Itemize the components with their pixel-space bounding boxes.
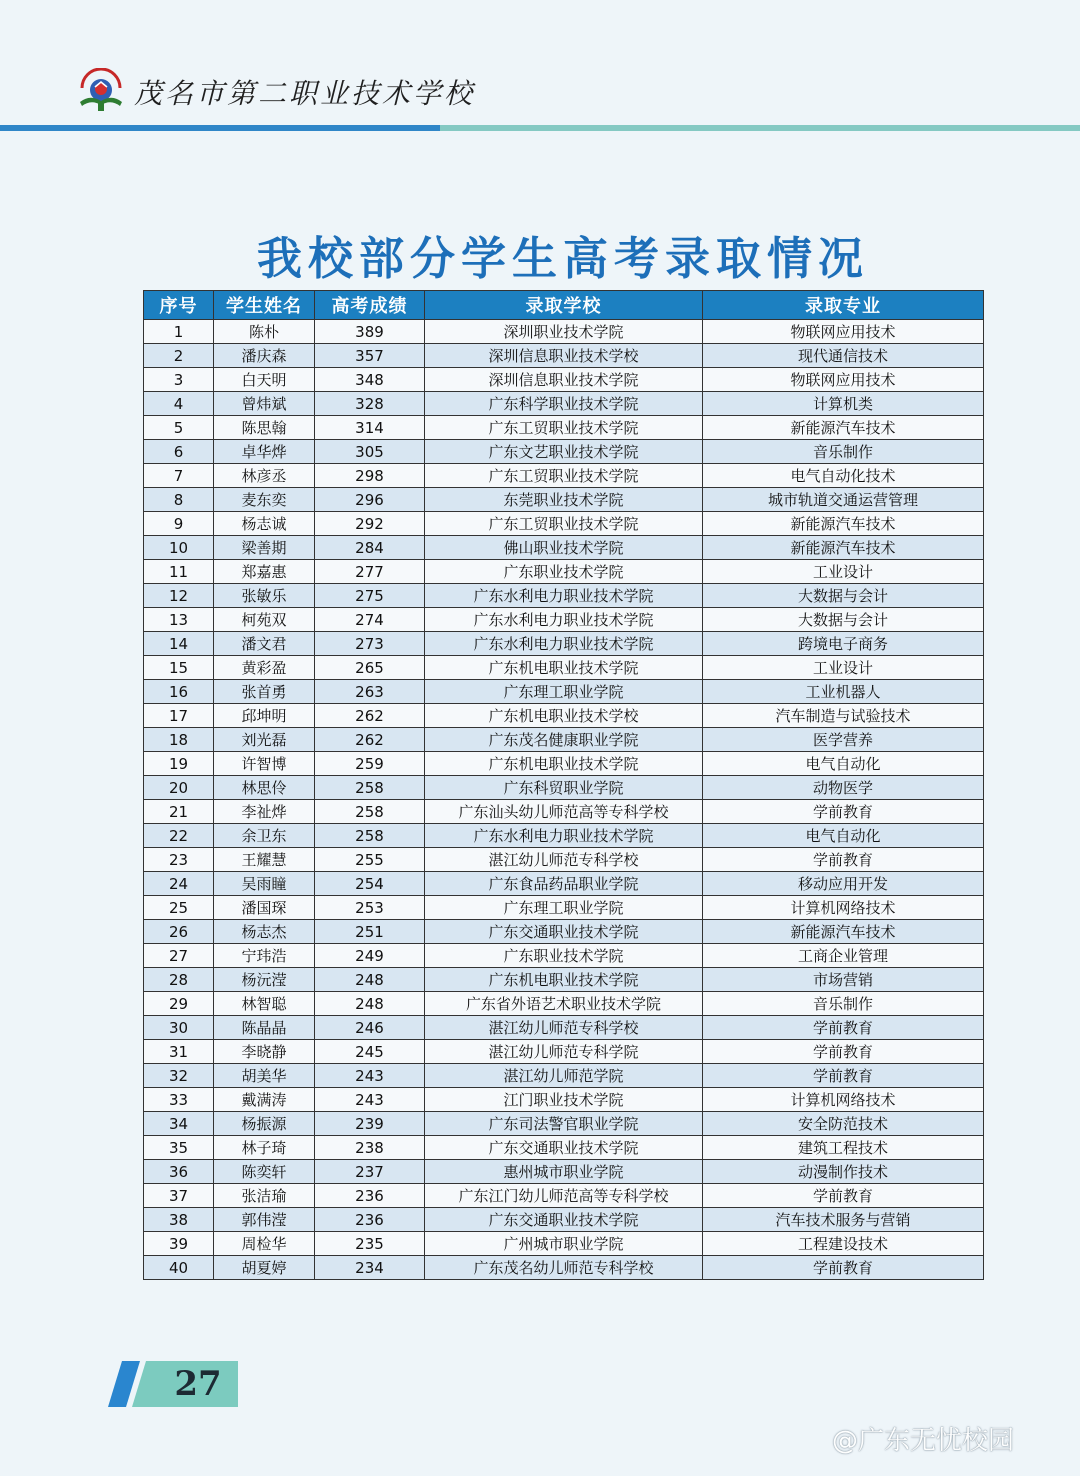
cell-serial: 19 <box>144 752 214 776</box>
cell-school: 广东工贸职业技术学院 <box>425 464 703 488</box>
table-row <box>144 752 984 776</box>
cell-score: 245 <box>315 1040 425 1064</box>
cell-name: 张敏乐 <box>214 584 315 608</box>
cell-serial: 37 <box>144 1184 214 1208</box>
cell-name: 张首勇 <box>214 680 315 704</box>
cell-major: 汽车技术服务与营销 <box>703 1208 984 1232</box>
column-header-score: 高考成绩 <box>315 291 425 320</box>
cell-major: 电气自动化技术 <box>703 464 984 488</box>
cell-score: 277 <box>315 560 425 584</box>
cell-name: 戴满涛 <box>214 1088 315 1112</box>
cell-score: 255 <box>315 848 425 872</box>
cell-serial: 2 <box>144 344 214 368</box>
table-row <box>144 1136 984 1160</box>
cell-school: 江门职业技术学院 <box>425 1088 703 1112</box>
table-row <box>144 992 984 1016</box>
cell-serial: 27 <box>144 944 214 968</box>
cell-name: 李祉烨 <box>214 800 315 824</box>
cell-name: 李晓静 <box>214 1040 315 1064</box>
column-header-name: 学生姓名 <box>214 291 315 320</box>
cell-major: 学前教育 <box>703 800 984 824</box>
table-row <box>144 320 984 344</box>
cell-major: 计算机类 <box>703 392 984 416</box>
cell-serial: 33 <box>144 1088 214 1112</box>
table-row <box>144 1064 984 1088</box>
cell-serial: 39 <box>144 1232 214 1256</box>
cell-score: 296 <box>315 488 425 512</box>
cell-serial: 26 <box>144 920 214 944</box>
cell-serial: 4 <box>144 392 214 416</box>
cell-major: 电气自动化 <box>703 824 984 848</box>
cell-serial: 34 <box>144 1112 214 1136</box>
cell-major: 城市轨道交通运营管理 <box>703 488 984 512</box>
cell-major: 计算机网络技术 <box>703 896 984 920</box>
cell-major: 大数据与会计 <box>703 584 984 608</box>
cell-name: 宁玮浩 <box>214 944 315 968</box>
cell-name: 林子琦 <box>214 1136 315 1160</box>
cell-school: 广东文艺职业技术学院 <box>425 440 703 464</box>
table-row <box>144 800 984 824</box>
cell-major: 学前教育 <box>703 1184 984 1208</box>
cell-score: 248 <box>315 992 425 1016</box>
table-row <box>144 1112 984 1136</box>
cell-major: 学前教育 <box>703 848 984 872</box>
watermark-text: @广东无忧校园 <box>832 1426 1015 1456</box>
cell-major: 跨境电子商务 <box>703 632 984 656</box>
cell-major: 音乐制作 <box>703 992 984 1016</box>
cell-serial: 18 <box>144 728 214 752</box>
cell-name: 梁善期 <box>214 536 315 560</box>
column-header-major: 录取专业 <box>703 291 984 320</box>
cell-score: 236 <box>315 1208 425 1232</box>
cell-name: 郭伟滢 <box>214 1208 315 1232</box>
cell-school: 广东水利电力职业技术学院 <box>425 608 703 632</box>
cell-name: 陈朴 <box>214 320 315 344</box>
cell-school: 惠州城市职业学院 <box>425 1160 703 1184</box>
table-row <box>144 1256 984 1280</box>
cell-major: 音乐制作 <box>703 440 984 464</box>
cell-score: 258 <box>315 824 425 848</box>
table-row <box>144 392 984 416</box>
table-row <box>144 1160 984 1184</box>
cell-serial: 20 <box>144 776 214 800</box>
cell-name: 黄彩盈 <box>214 656 315 680</box>
cell-serial: 9 <box>144 512 214 536</box>
cell-school: 广东司法警官职业学院 <box>425 1112 703 1136</box>
cell-score: 235 <box>315 1232 425 1256</box>
cell-major: 新能源汽车技术 <box>703 920 984 944</box>
cell-score: 262 <box>315 704 425 728</box>
cell-major: 工业机器人 <box>703 680 984 704</box>
cell-school: 湛江幼儿师范学院 <box>425 1064 703 1088</box>
cell-score: 236 <box>315 1184 425 1208</box>
cell-serial: 24 <box>144 872 214 896</box>
cell-name: 邱坤明 <box>214 704 315 728</box>
cell-score: 305 <box>315 440 425 464</box>
table-row <box>144 728 984 752</box>
cell-score: 237 <box>315 1160 425 1184</box>
table-row <box>144 584 984 608</box>
cell-major: 移动应用开发 <box>703 872 984 896</box>
cell-name: 卓华烨 <box>214 440 315 464</box>
cell-major: 学前教育 <box>703 1256 984 1280</box>
table-row <box>144 872 984 896</box>
cell-name: 杨振源 <box>214 1112 315 1136</box>
cell-major: 学前教育 <box>703 1016 984 1040</box>
cell-serial: 36 <box>144 1160 214 1184</box>
table-row <box>144 1040 984 1064</box>
cell-score: 258 <box>315 800 425 824</box>
cell-serial: 13 <box>144 608 214 632</box>
cell-school: 广东机电职业技术学院 <box>425 752 703 776</box>
table-row <box>144 776 984 800</box>
cell-school: 广东交通职业技术学院 <box>425 1208 703 1232</box>
cell-score: 259 <box>315 752 425 776</box>
cell-serial: 32 <box>144 1064 214 1088</box>
cell-score: 239 <box>315 1112 425 1136</box>
cell-serial: 6 <box>144 440 214 464</box>
cell-school: 广东工贸职业技术学院 <box>425 416 703 440</box>
cell-name: 杨志诚 <box>214 512 315 536</box>
table-row <box>144 824 984 848</box>
cell-serial: 16 <box>144 680 214 704</box>
cell-school: 深圳职业技术学院 <box>425 320 703 344</box>
cell-serial: 38 <box>144 1208 214 1232</box>
cell-major: 动漫制作技术 <box>703 1160 984 1184</box>
cell-name: 林彦丞 <box>214 464 315 488</box>
cell-school: 深圳信息职业技术学院 <box>425 368 703 392</box>
table-row <box>144 536 984 560</box>
cell-major: 物联网应用技术 <box>703 320 984 344</box>
cell-major: 工业设计 <box>703 656 984 680</box>
cell-school: 湛江幼儿师范专科学校 <box>425 848 703 872</box>
cell-major: 新能源汽车技术 <box>703 512 984 536</box>
cell-school: 广东食品药品职业学院 <box>425 872 703 896</box>
cell-school: 广东理工职业学院 <box>425 896 703 920</box>
cell-serial: 25 <box>144 896 214 920</box>
cell-name: 潘国琛 <box>214 896 315 920</box>
table-row <box>144 944 984 968</box>
cell-name: 杨沅滢 <box>214 968 315 992</box>
cell-major: 学前教育 <box>703 1064 984 1088</box>
table-row <box>144 1184 984 1208</box>
cell-serial: 15 <box>144 656 214 680</box>
cell-major: 现代通信技术 <box>703 344 984 368</box>
table-row <box>144 368 984 392</box>
school-name: 茂名市第二职业技术学校 <box>134 77 476 110</box>
cell-score: 284 <box>315 536 425 560</box>
cell-serial: 35 <box>144 1136 214 1160</box>
cell-major: 电气自动化 <box>703 752 984 776</box>
cell-name: 胡美华 <box>214 1064 315 1088</box>
cell-major: 物联网应用技术 <box>703 368 984 392</box>
header-rule-left <box>0 125 440 131</box>
cell-name: 陈晶晶 <box>214 1016 315 1040</box>
cell-score: 348 <box>315 368 425 392</box>
cell-name: 胡夏婷 <box>214 1256 315 1280</box>
cell-name: 周检华 <box>214 1232 315 1256</box>
cell-score: 263 <box>315 680 425 704</box>
cell-major: 新能源汽车技术 <box>703 536 984 560</box>
cell-score: 328 <box>315 392 425 416</box>
cell-school: 广东机电职业技术学院 <box>425 656 703 680</box>
table-row <box>144 968 984 992</box>
cell-major: 市场营销 <box>703 968 984 992</box>
table-row <box>144 848 984 872</box>
table-row <box>144 1016 984 1040</box>
cell-serial: 31 <box>144 1040 214 1064</box>
cell-school: 广东江门幼儿师范高等专科学校 <box>425 1184 703 1208</box>
cell-school: 广州城市职业学院 <box>425 1232 703 1256</box>
cell-school: 广东工贸职业技术学院 <box>425 512 703 536</box>
cell-serial: 30 <box>144 1016 214 1040</box>
table-row <box>144 464 984 488</box>
cell-school: 广东茂名幼儿师范专科学校 <box>425 1256 703 1280</box>
cell-major: 工商企业管理 <box>703 944 984 968</box>
cell-score: 238 <box>315 1136 425 1160</box>
table-body <box>144 320 984 1280</box>
cell-name: 余卫东 <box>214 824 315 848</box>
cell-score: 243 <box>315 1088 425 1112</box>
table-row <box>144 920 984 944</box>
page-header <box>0 0 1080 135</box>
cell-major: 建筑工程技术 <box>703 1136 984 1160</box>
cell-major: 安全防范技术 <box>703 1112 984 1136</box>
table-row <box>144 488 984 512</box>
cell-score: 292 <box>315 512 425 536</box>
cell-name: 吴雨瞳 <box>214 872 315 896</box>
cell-school: 广东机电职业技术学院 <box>425 968 703 992</box>
cell-serial: 29 <box>144 992 214 1016</box>
cell-major: 计算机网络技术 <box>703 1088 984 1112</box>
table-row <box>144 632 984 656</box>
cell-name: 麦东奕 <box>214 488 315 512</box>
cell-school: 佛山职业技术学院 <box>425 536 703 560</box>
table-row <box>144 344 984 368</box>
column-header-serial: 序号 <box>144 291 214 320</box>
cell-name: 郑嘉惠 <box>214 560 315 584</box>
cell-school: 广东省外语艺术职业技术学院 <box>425 992 703 1016</box>
cell-school: 广东科贸职业学院 <box>425 776 703 800</box>
cell-major: 大数据与会计 <box>703 608 984 632</box>
cell-name: 张洁瑜 <box>214 1184 315 1208</box>
school-emblem-icon <box>78 68 124 112</box>
cell-school: 湛江幼儿师范专科学院 <box>425 1040 703 1064</box>
cell-serial: 10 <box>144 536 214 560</box>
cell-name: 潘庆森 <box>214 344 315 368</box>
table-row <box>144 680 984 704</box>
cell-major: 动物医学 <box>703 776 984 800</box>
cell-school: 广东交通职业技术学院 <box>425 920 703 944</box>
cell-school: 广东理工职业学院 <box>425 680 703 704</box>
cell-serial: 14 <box>144 632 214 656</box>
cell-serial: 3 <box>144 368 214 392</box>
cell-name: 王耀慧 <box>214 848 315 872</box>
cell-score: 251 <box>315 920 425 944</box>
page-title: 我校部分学生高考录取情况 <box>256 232 869 285</box>
table-row <box>144 440 984 464</box>
cell-school: 广东交通职业技术学院 <box>425 1136 703 1160</box>
cell-score: 234 <box>315 1256 425 1280</box>
cell-score: 389 <box>315 320 425 344</box>
cell-score: 262 <box>315 728 425 752</box>
cell-serial: 12 <box>144 584 214 608</box>
cell-serial: 40 <box>144 1256 214 1280</box>
cell-school: 湛江幼儿师范专科学校 <box>425 1016 703 1040</box>
cell-major: 医学营养 <box>703 728 984 752</box>
cell-score: 253 <box>315 896 425 920</box>
cell-score: 298 <box>315 464 425 488</box>
column-header-school: 录取学校 <box>425 291 703 320</box>
page-number: 27 <box>174 1364 222 1404</box>
cell-score: 275 <box>315 584 425 608</box>
cell-school: 广东科学职业技术学院 <box>425 392 703 416</box>
cell-score: 248 <box>315 968 425 992</box>
table-row <box>144 1088 984 1112</box>
cell-score: 258 <box>315 776 425 800</box>
table-row <box>144 1232 984 1256</box>
cell-major: 工程建设技术 <box>703 1232 984 1256</box>
cell-name: 刘光磊 <box>214 728 315 752</box>
cell-serial: 28 <box>144 968 214 992</box>
cell-name: 林智聪 <box>214 992 315 1016</box>
table-row <box>144 512 984 536</box>
cell-score: 243 <box>315 1064 425 1088</box>
cell-school: 广东茂名健康职业学院 <box>425 728 703 752</box>
cell-school: 广东职业技术学院 <box>425 944 703 968</box>
cell-name: 林思伶 <box>214 776 315 800</box>
table-row <box>144 416 984 440</box>
cell-serial: 21 <box>144 800 214 824</box>
cell-school: 深圳信息职业技术学校 <box>425 344 703 368</box>
cell-serial: 5 <box>144 416 214 440</box>
cell-score: 249 <box>315 944 425 968</box>
cell-name: 白天明 <box>214 368 315 392</box>
cell-name: 曾炜斌 <box>214 392 315 416</box>
cell-score: 273 <box>315 632 425 656</box>
cell-major: 汽车制造与试验技术 <box>703 704 984 728</box>
admission-table <box>143 290 984 1280</box>
cell-serial: 8 <box>144 488 214 512</box>
cell-name: 柯苑双 <box>214 608 315 632</box>
table-row <box>144 608 984 632</box>
cell-major: 学前教育 <box>703 1040 984 1064</box>
cell-school: 广东水利电力职业技术学院 <box>425 632 703 656</box>
table-row <box>144 1208 984 1232</box>
cell-serial: 7 <box>144 464 214 488</box>
cell-name: 陈奕轩 <box>214 1160 315 1184</box>
cell-school: 东莞职业技术学院 <box>425 488 703 512</box>
table-row <box>144 704 984 728</box>
cell-school: 广东汕头幼儿师范高等专科学校 <box>425 800 703 824</box>
header-rule-right <box>440 125 1080 131</box>
cell-serial: 23 <box>144 848 214 872</box>
cell-school: 广东机电职业技术学校 <box>425 704 703 728</box>
table-row <box>144 896 984 920</box>
cell-serial: 11 <box>144 560 214 584</box>
cell-score: 314 <box>315 416 425 440</box>
cell-major: 工业设计 <box>703 560 984 584</box>
table-row <box>144 656 984 680</box>
cell-name: 许智博 <box>214 752 315 776</box>
cell-score: 246 <box>315 1016 425 1040</box>
cell-school: 广东职业技术学院 <box>425 560 703 584</box>
cell-serial: 22 <box>144 824 214 848</box>
cell-school: 广东水利电力职业技术学院 <box>425 584 703 608</box>
cell-score: 265 <box>315 656 425 680</box>
cell-major: 新能源汽车技术 <box>703 416 984 440</box>
cell-name: 杨志杰 <box>214 920 315 944</box>
cell-score: 254 <box>315 872 425 896</box>
cell-serial: 1 <box>144 320 214 344</box>
cell-score: 274 <box>315 608 425 632</box>
table-row <box>144 560 984 584</box>
cell-name: 陈思翰 <box>214 416 315 440</box>
cell-serial: 17 <box>144 704 214 728</box>
cell-name: 潘文君 <box>214 632 315 656</box>
cell-school: 广东水利电力职业技术学院 <box>425 824 703 848</box>
table-header-row <box>144 291 984 320</box>
cell-score: 357 <box>315 344 425 368</box>
